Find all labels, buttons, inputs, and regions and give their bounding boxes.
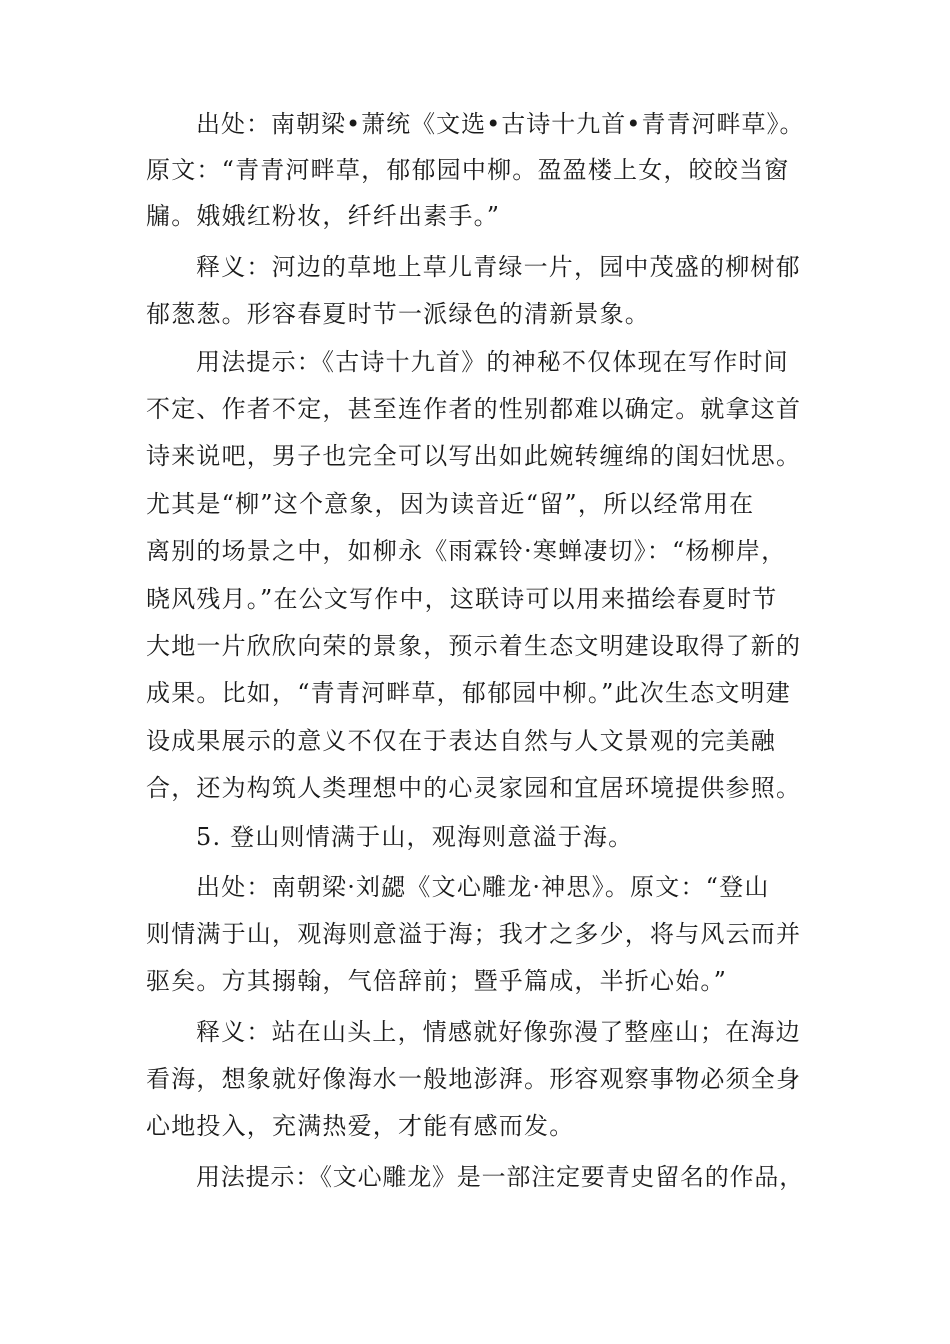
text-line: 晓风残月。”在公文写作中，这联诗可以用来描绘春夏时节 xyxy=(146,585,778,613)
text-line: 设成果展示的意义不仅在于表达自然与人文景观的完美融 xyxy=(146,727,776,755)
text-line: 看海，想象就好像海水一般地澎湃。形容观察事物必须全身 xyxy=(146,1065,802,1093)
text-line: 郁葱葱。形容春夏时节一派绿色的清新景象。 xyxy=(146,300,650,328)
text-line: 诗来说吧，男子也完全可以写出如此婉转缠绵的闺妇忧思。 xyxy=(146,442,802,470)
text-line: 心地投入，充满热爱，才能有感而发。 xyxy=(146,1112,575,1140)
text-line: 成果。比如，“青青河畔草，郁郁园中柳。”此次生态文明建 xyxy=(146,679,791,707)
text-line: 驱矣。方其搦翰，气倍辞前；暨乎篇成，半折心始。” xyxy=(146,967,728,995)
section-heading: 5. 登山则情满于山，观海则意溢于海。 xyxy=(196,823,634,851)
source-line: 出处：南朝梁·刘勰《文心雕龙·神思》。原文：“登山 xyxy=(196,873,770,901)
text-line: 合，还为构筑人类理想中的心灵家园和宜居环境提供参照。 xyxy=(146,774,802,802)
text-line: 牖。娥娥红粉妆，纤纤出素手。” xyxy=(146,202,501,230)
text-line: 则情满于山，观海则意溢于海；我才之多少，将与风云而并 xyxy=(146,920,802,948)
usage-tip-line: 用法提示：《古诗十九首》的神秘不仅体现在写作时间 xyxy=(196,348,789,376)
text-line: 大地一片欣欣向荣的景象，预示着生态文明建设取得了新的 xyxy=(146,632,802,660)
meaning-line: 释义：河边的草地上草儿青绿一片，园中茂盛的柳树郁 xyxy=(196,253,801,281)
text-line: 尤其是“柳”这个意象，因为读音近“留”，所以经常用在 xyxy=(146,490,755,518)
text-line: 原文：“青青河畔草，郁郁园中柳。盈盈楼上女，皎皎当窗 xyxy=(146,156,790,184)
usage-tip-line: 用法提示：《文心雕龙》是一部注定要青史留名的作品， xyxy=(196,1163,804,1191)
meaning-line: 释义：站在山头上，情感就好像弥漫了整座山；在海边 xyxy=(196,1018,801,1046)
text-line: 不定、作者不定，甚至连作者的性别都难以确定。就拿这首 xyxy=(146,395,802,423)
source-line: 出处：南朝梁•萧统《文选•古诗十九首•青青河畔草》。 xyxy=(196,110,805,138)
text-line: 离别的场景之中，如柳永《雨霖铃·寒蝉凄切》：“杨柳岸， xyxy=(146,537,787,565)
